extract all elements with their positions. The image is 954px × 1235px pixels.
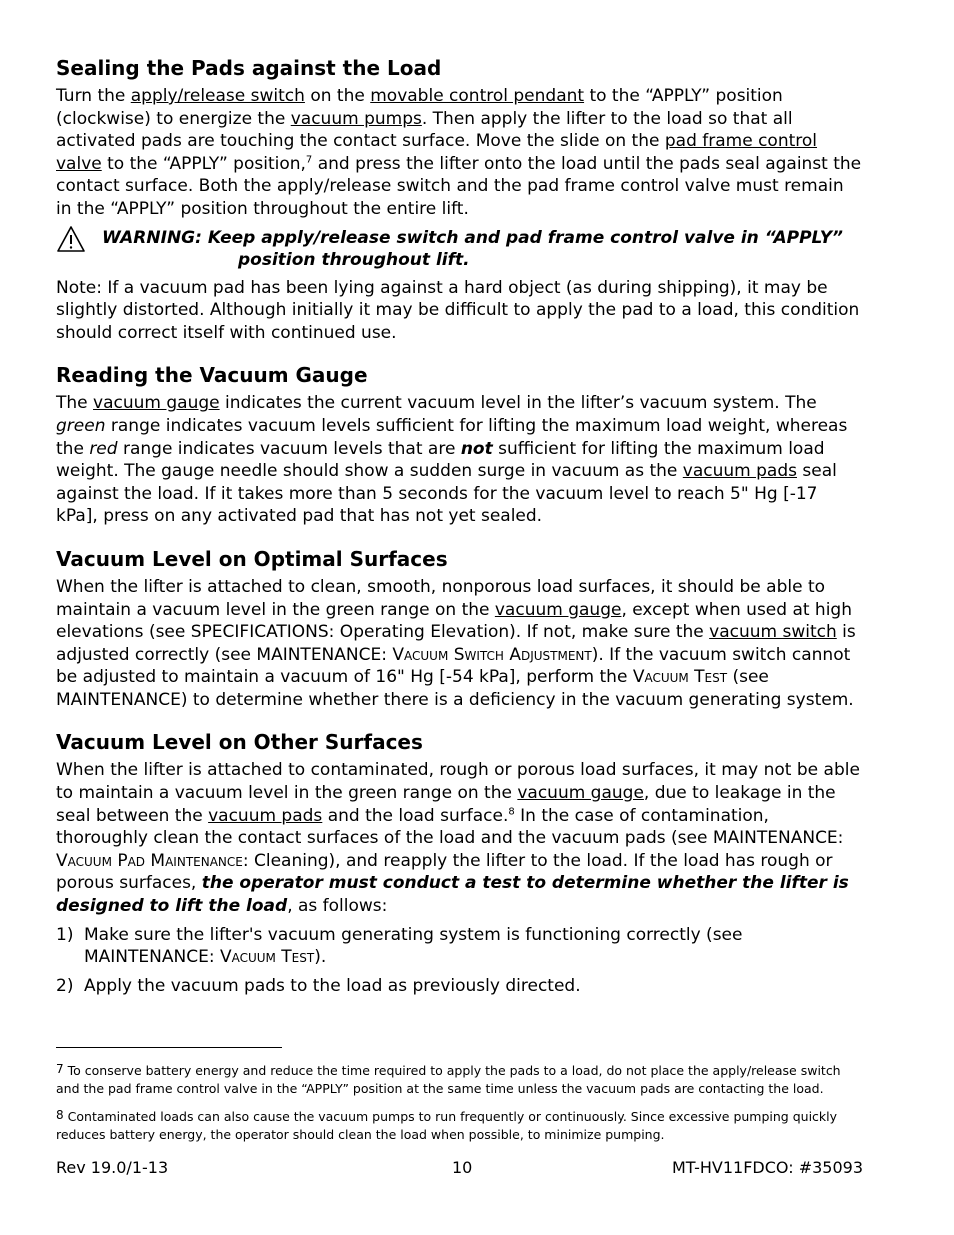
paragraph: Turn the apply/release switch on the movable control pendant to the “APPLY” position (clockwise) to energize the vacuum pumps. Then apply the lifter to the load so that all activated pads are touching the contact surface. Move the slide on the pad frame control valve to the “APPLY” position,$^7$ and press the lifter onto the load until the pads seal against the contact surface. Both the apply/release switch and the pad frame control valve must remain in the “APPLY” position throughout the entire lift. [56,86,862,219]
footer-page-number: 10 [452,1158,473,1177]
paragraph: When the lifter is attached to clean, smooth, nonporous load surfaces, it should be able to maintain a vacuum level in the green range on the vacuum gauge, except when used at high elevations (see SPECIFICATIONS: Operating Elevation). If not, make sure the vacuum switch is adjusted correctly (see MAINTENANCE: Vacuum Switch Adjustment). If the vacuum switch cannot be adjusted to maintain a vacuum of 16" Hg [-54 kPa], perform the Vacuum Test (see MAINTENANCE) to determine whether there is a deficiency in the vacuum generating system. [56,576,856,710]
term-link: vacuum gauge [517,783,644,804]
warning-block [56,225,864,271]
list-item: 2) Apply the vacuum pads to the load as previously directed. [56,975,581,996]
section-other [56,730,864,997]
footnote-ref: 8 [508,806,515,817]
section-gauge [56,363,864,528]
warning-text-continued: position throughout lift. [238,249,470,270]
section-title: Sealing the Pads against the Load [56,56,442,80]
footnote-8: $^8$ Contaminated loads can also cause the vacuum pumps to run frequently or continuously. Since excessive pumping quickly reduces battery energy, the operator should clean the load when possible, to minimize pumping. [56,1108,838,1142]
footnote-7: $^7$ To conserve battery energy and reduce the time required to apply the pads to a load, do not place the apply/release switch and the pad frame control valve in the “APPLY” position at the same time unless the vacuum pads are contacting the load. [56,1062,841,1096]
section-title: Vacuum Level on Optimal Surfaces [56,546,448,571]
footnote-separator [56,1047,282,1048]
warning-text: WARNING: Keep apply/release switch and pad frame control valve in “APPLY” [102,227,843,248]
term-link: vacuum pads [682,461,797,482]
warning-triangle-icon [56,225,86,253]
section-sealing [56,56,864,344]
footer-revision: Rev 19.0/1-13 [56,1158,169,1177]
section-optimal [56,547,864,712]
footnote-ref: 7 [305,154,313,166]
list-item: 1) Make sure the lifter's vacuum generating system is functioning correctly (see MAINTENANCE: Vacuum Test). [56,924,743,968]
term-link: movable control pendant [370,86,585,106]
paragraph: The vacuum gauge indicates the current vacuum level in the lifter’s vacuum system. The green range indicates vacuum levels sufficient for lifting the maximum load weight, whereas the red range indicates vacuum levels that are not sufficient for lifting the maximum load weight. The gauge needle should show a sudden surge in vacuum as the vacuum pads seal against the load. If it takes more than 5 seconds for the vacuum level to reach 5" Hg [-17 kPa], press on any activated pad that has not yet sealed. [56,393,848,527]
document-body [56,56,864,997]
paragraph: When the lifter is attached to contaminated, rough or porous load surfaces, it may not be able to maintain a vacuum level in the green range on the vacuum gauge, due to leakage in the seal between the vacuum pads and the load surface.$^8$ In the case of contamination, thoroughly clean the contact surfaces of the load and the vacuum pads (see MAINTENANCE: Vacuum Pad Maintenance: Cleaning), and reapply the lifter to the load. If the load has rough or porous surfaces, the operator must conduct a test to determine whether the lifter is designed to lift the load, as follows: [56,760,860,917]
section-title: Reading the Vacuum Gauge [56,363,368,388]
footer-document-id: MT-HV11FDCO: #35093 [671,1158,863,1177]
section-title: Vacuum Level on Other Surfaces [56,730,423,755]
term-link: vacuum gauge [93,393,220,414]
term-link: vacuum pumps [290,108,422,129]
note-paragraph: Note: If a vacuum pad has been lying against a hard object (as during shipping), it may be slightly distorted. Although initially it may be difficult to apply the pad to a load, this condition should correct itself with continued use. [56,277,860,343]
term-link: pad frame control valve [56,131,818,174]
term-link: vacuum pads [208,805,323,826]
term-link: apply/release switch [130,86,305,106]
term-link: vacuum gauge [494,599,622,620]
term-link: vacuum switch [709,622,837,643]
steps-list [56,924,864,998]
